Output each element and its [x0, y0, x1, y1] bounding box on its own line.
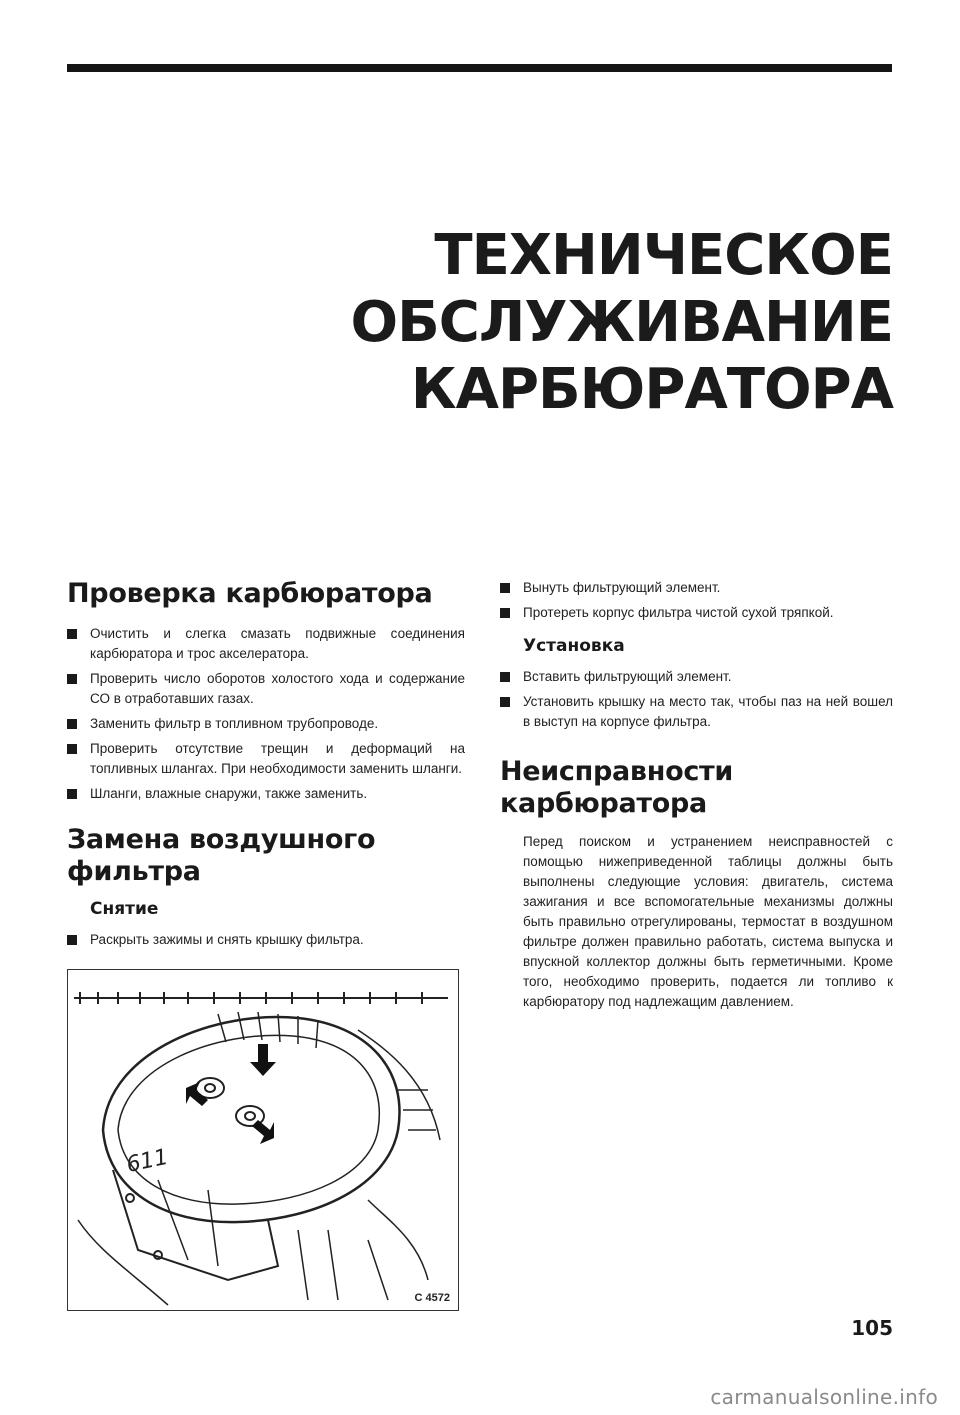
- chapter-title-line-1: ТЕХНИЧЕСКОЕ: [434, 223, 893, 288]
- top-rule: [67, 64, 892, 72]
- bullet-marker: [67, 744, 77, 754]
- bullet-marker: [500, 672, 510, 682]
- list-item: Раскрыть зажимы и снять крышку фильтра.: [67, 930, 465, 950]
- subheading-removal: Снятие: [90, 899, 159, 919]
- bullet-marker: [500, 583, 510, 593]
- chapter-title-line-2: ОБСЛУЖИВАНИЕ: [350, 290, 893, 355]
- bullet-marker: [67, 789, 77, 799]
- bullet-marker: [67, 719, 77, 729]
- watermark: carmanualsonline.info: [710, 1385, 938, 1409]
- air-filter-figure: [67, 969, 459, 1311]
- list-item: Протереть корпус фильтра чистой сухой тряпкой.: [500, 603, 893, 623]
- section-heading-air-filter: Замена воздушного фильтра: [67, 824, 376, 887]
- left-column: [67, 578, 465, 955]
- check-list: [67, 624, 465, 804]
- list-item: Очистить и слегка смазать подвижные соединения карбюратора и трос акселератора.: [67, 624, 465, 664]
- list-item: Проверить число оборотов холостого хода и содержание СО в отработавших газах.: [67, 669, 465, 709]
- bullet-marker: [500, 697, 510, 707]
- figure-code: C 4572: [414, 1292, 450, 1304]
- section-heading-check: Проверка карбюратора: [67, 578, 433, 609]
- list-item: Проверить отсутствие трещин и деформаций на топливных шлангах. При необходимости заменить шланги.: [67, 739, 465, 779]
- air-filter-illustration: [68, 970, 458, 1310]
- right-column: [500, 578, 893, 1012]
- chapter-title: [350, 222, 893, 423]
- installation-list: [500, 667, 893, 732]
- bullet-marker: [500, 608, 510, 618]
- page-number: 105: [851, 1316, 893, 1340]
- subheading-installation: Установка: [523, 636, 625, 656]
- figure-inner-label: 611: [124, 1144, 171, 1178]
- bullet-marker: [67, 674, 77, 684]
- removal-list-right: [500, 578, 893, 623]
- list-item: Шланги, влажные снаружи, также заменить.: [67, 784, 465, 804]
- faults-paragraph: Перед поиском и устранением неисправностей с помощью нижеприведенной таблицы должны быть выполнены следующие условия: двигатель, система зажигания и все вспомогательные механизмы должны быть правильно отрегулированы, термостат в воздушном фильтре должен правильно работать, система выпуска и впускной коллектор должны быть герметичными. Кроме того, необходимо проверить, подается ли топливо к карбюратору под надлежащим давлением.: [523, 834, 893, 1009]
- bullet-marker: [67, 629, 77, 639]
- list-item: Вынуть фильтрующий элемент.: [500, 578, 893, 598]
- list-item: Установить крышку на место так, чтобы паз на ней вошел в выступ на корпусе фильтра.: [500, 692, 893, 732]
- removal-list-left: [67, 930, 465, 950]
- bullet-marker: [67, 935, 77, 945]
- chapter-title-line-3: КАРБЮРАТОРА: [410, 357, 893, 422]
- list-item: Заменить фильтр в топливном трубопроводе.: [67, 714, 465, 734]
- list-item: Вставить фильтрующий элемент.: [500, 667, 893, 687]
- section-heading-faults: Неисправности карбюратора: [500, 756, 733, 819]
